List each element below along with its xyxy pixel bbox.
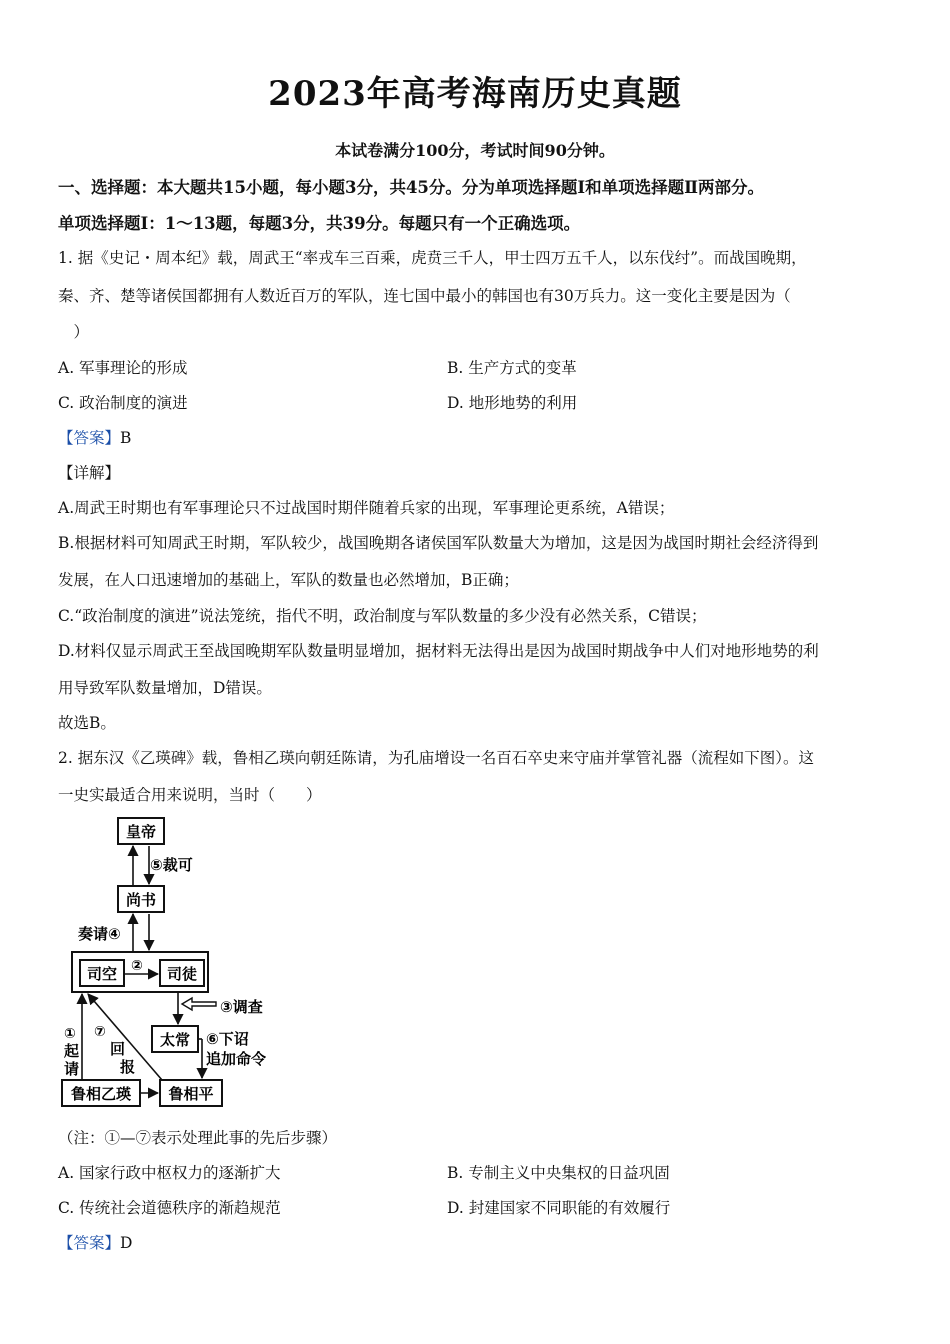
node-situ: 司徒 <box>166 965 198 983</box>
label-step1-a: 起 <box>64 1042 80 1060</box>
q1-detail-line: A.周武王时期也有军事理论只不过战国时期伴随着兵家的出现，军事理论更系统，A错误； <box>58 499 675 517</box>
label-step7-a: 回 <box>110 1040 126 1058</box>
q1-detail-line: 发展，在人口迅速增加的基础上，军队的数量也必然增加，B正确； <box>58 571 519 589</box>
node-shangshu: 尚书 <box>125 891 157 909</box>
section-intro: 一、选择题：本大题共15小题，每小题3分，共45分。分为单项选择题Ⅰ和单项选择题Ⅱ两部分。 <box>58 178 765 197</box>
q1-detail-line: 用导致军队数量增加，D错误。 <box>58 679 272 697</box>
label-step3: ③调查 <box>220 998 263 1016</box>
label-step6-b: 追加命令 <box>206 1050 267 1068</box>
q1-answer <box>58 426 898 448</box>
q2-option-c: C. 传统社会道德秩序的渐趋规范 <box>58 1199 281 1217</box>
label-step5: ⑤裁可 <box>150 856 193 874</box>
q1-option-d: D. 地形地势的利用 <box>447 394 578 412</box>
q1-stem-line: 1. 据《史记・周本纪》载，周武王“率戎车三百乘，虎贲三千人，甲士四万五千人，以东伐纣”。而战国晚期， <box>58 249 807 267</box>
q1-stem-line: ） <box>58 323 90 341</box>
q2-stem-line: 一史实最适合用来说明，当时（ ） <box>58 786 322 804</box>
q1-option-a: A. 军事理论的形成 <box>58 359 188 377</box>
q2-option-d: D. 封建国家不同职能的有效履行 <box>447 1199 671 1217</box>
q1-detail-line: 故选B。 <box>58 714 116 732</box>
label-step7-b: 报 <box>120 1058 136 1076</box>
node-emperor: 皇帝 <box>125 823 157 841</box>
label-step1-b: 请 <box>64 1060 80 1078</box>
page-title: 2023年高考海南历史真题 <box>268 74 682 114</box>
node-luxiangping: 鲁相平 <box>168 1085 214 1103</box>
label-step6-a: ⑥下诏 <box>206 1030 249 1048</box>
page-subtitle: 本试卷满分100分，考试时间90分钟。 <box>335 141 615 160</box>
node-taichang: 太常 <box>159 1031 191 1049</box>
q1-detail-line: C.“政治制度的演进”说法笼统，指代不明，政治制度与军队数量的多少没有必然关系，C错误； <box>58 607 707 625</box>
q2-answer <box>58 1231 898 1253</box>
label-step4: 奏请④ <box>78 925 121 943</box>
q2-option-b: B. 专制主义中央集权的日益巩固 <box>447 1164 670 1182</box>
process-flow-diagram <box>58 814 298 1110</box>
label-step1-num: ① <box>64 1026 76 1042</box>
q1-option-b: B. 生产方式的变革 <box>447 359 577 377</box>
node-sikong: 司空 <box>86 965 118 983</box>
node-yiying: 鲁相乙瑛 <box>70 1085 132 1103</box>
q1-option-c: C. 政治制度的演进 <box>58 394 188 412</box>
answer-value: D <box>120 1234 133 1252</box>
q1-detail-line: D.材料仅显示周武王至战国晚期军队数量明显增加，据材料无法得出是因为战国时期战争中人们对地形地势的利 <box>58 642 819 660</box>
answer-tag: 【答案】 <box>58 429 121 447</box>
answer-value: B <box>120 429 132 447</box>
q2-stem-line: 2. 据东汉《乙瑛碑》载，鲁相乙瑛向朝廷陈请，为孔庙增设一名百石卒史来守庙并掌管礼器（流程如下图）。这 <box>58 749 814 767</box>
q1-detail-line: B.根据材料可知周武王时期，军队较少，战国晚期各诸侯国军队数量大为增加，这是因为战国时期社会经济得到 <box>58 534 819 552</box>
answer-tag: 【答案】 <box>58 1234 121 1252</box>
q1-detail-tag: 【详解】 <box>58 464 121 482</box>
q1-stem-line: 秦、齐、楚等诸侯国都拥有人数近百万的军队，连七国中最小的韩国也有30万兵力。这一变化主要是因为（ <box>58 287 791 305</box>
q2-option-a: A. 国家行政中枢权力的逐渐扩大 <box>58 1164 281 1182</box>
step3-arrow-icon <box>182 998 216 1010</box>
label-step7-num: ⑦ <box>94 1024 106 1040</box>
section-single-1: 单项选择题Ⅰ：1～13题，每题3分，共39分。每题只有一个正确选项。 <box>58 214 581 233</box>
label-step2: ② <box>131 958 143 974</box>
q2-note: （注：①—⑦表示处理此事的先后步骤） <box>58 1129 338 1147</box>
